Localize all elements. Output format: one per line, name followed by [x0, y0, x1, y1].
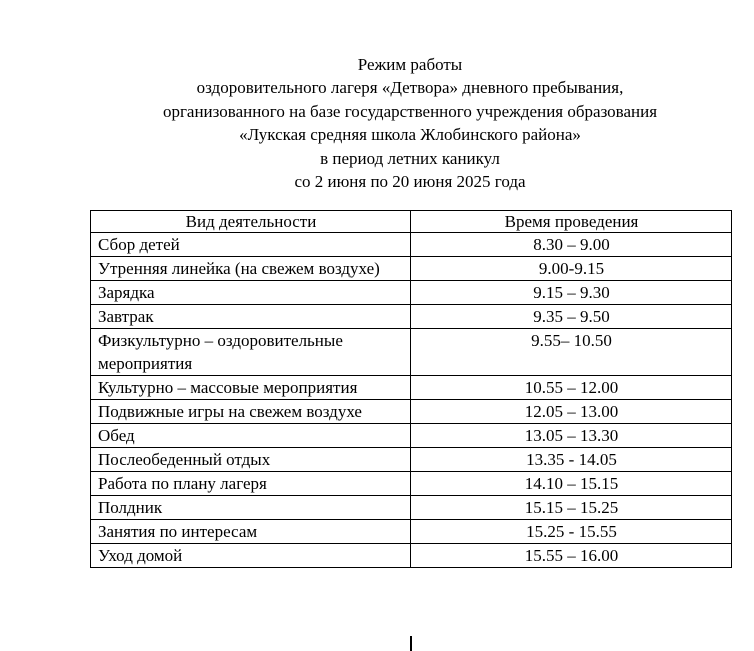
activity-cell: Работа по плану лагеря [91, 472, 411, 496]
table-header-row [91, 211, 732, 233]
time-cell: 13.05 – 13.30 [411, 424, 732, 448]
schedule-table [90, 210, 732, 568]
activity-cell: Уход домой [91, 544, 411, 568]
time-cell: 15.25 - 15.55 [411, 520, 732, 544]
activity-cell: Занятия по интересам [91, 520, 411, 544]
header-line-period: в период летних каникул [320, 148, 500, 168]
table-row [91, 448, 732, 472]
header-line-camp: оздоровительного лагеря «Детвора» дневного пребывания, [196, 78, 624, 98]
header-line-school: «Лукская средняя школа Жлобинского района» [239, 125, 581, 145]
time-cell: 10.55 – 12.00 [411, 376, 732, 400]
table-row [91, 281, 732, 305]
table-row [91, 496, 732, 520]
header-title: Режим работы [357, 55, 463, 74]
activity-cell: Сбор детей [91, 233, 411, 257]
table-row [91, 544, 732, 568]
activity-cell: Подвижные игры на свежем воздухе [91, 400, 411, 424]
header-line-organization: организованного на базе государственного учреждения образования [162, 101, 658, 121]
table-row [91, 257, 732, 281]
activity-cell: Физкультурно – оздоровительные мероприятия [91, 329, 411, 376]
column-header-activity: Вид деятельности [91, 211, 411, 233]
time-cell: 15.55 – 16.00 [411, 544, 732, 568]
activity-cell: Обед [91, 424, 411, 448]
activity-cell: Зарядка [91, 281, 411, 305]
time-cell: 13.35 - 14.05 [411, 448, 732, 472]
column-header-time: Время проведения [411, 211, 732, 233]
time-cell: 9.55– 10.50 [411, 329, 732, 376]
activity-cell: Завтрак [91, 305, 411, 329]
table-row [91, 329, 732, 376]
table-row [91, 400, 732, 424]
time-cell: 9.35 – 9.50 [411, 305, 732, 329]
document-header [0, 53, 754, 193]
activity-cell: Утренняя линейка (на свежем воздухе) [91, 257, 411, 281]
table-row [91, 233, 732, 257]
activity-cell: Полдник [91, 496, 411, 520]
time-cell: 15.15 – 15.25 [411, 496, 732, 520]
text-cursor [410, 636, 412, 651]
table-row [91, 520, 732, 544]
table-row [91, 472, 732, 496]
header-line-dates: со 2 июня по 20 июня 2025 года [294, 172, 526, 192]
time-cell: 12.05 – 13.00 [411, 400, 732, 424]
activity-cell: Послеобеденный отдых [91, 448, 411, 472]
time-cell: 9.15 – 9.30 [411, 281, 732, 305]
table-row [91, 376, 732, 400]
activity-cell: Культурно – массовые мероприятия [91, 376, 411, 400]
time-cell: 8.30 – 9.00 [411, 233, 732, 257]
table-row [91, 424, 732, 448]
table-row [91, 305, 732, 329]
time-cell: 14.10 – 15.15 [411, 472, 732, 496]
time-cell: 9.00-9.15 [411, 257, 732, 281]
